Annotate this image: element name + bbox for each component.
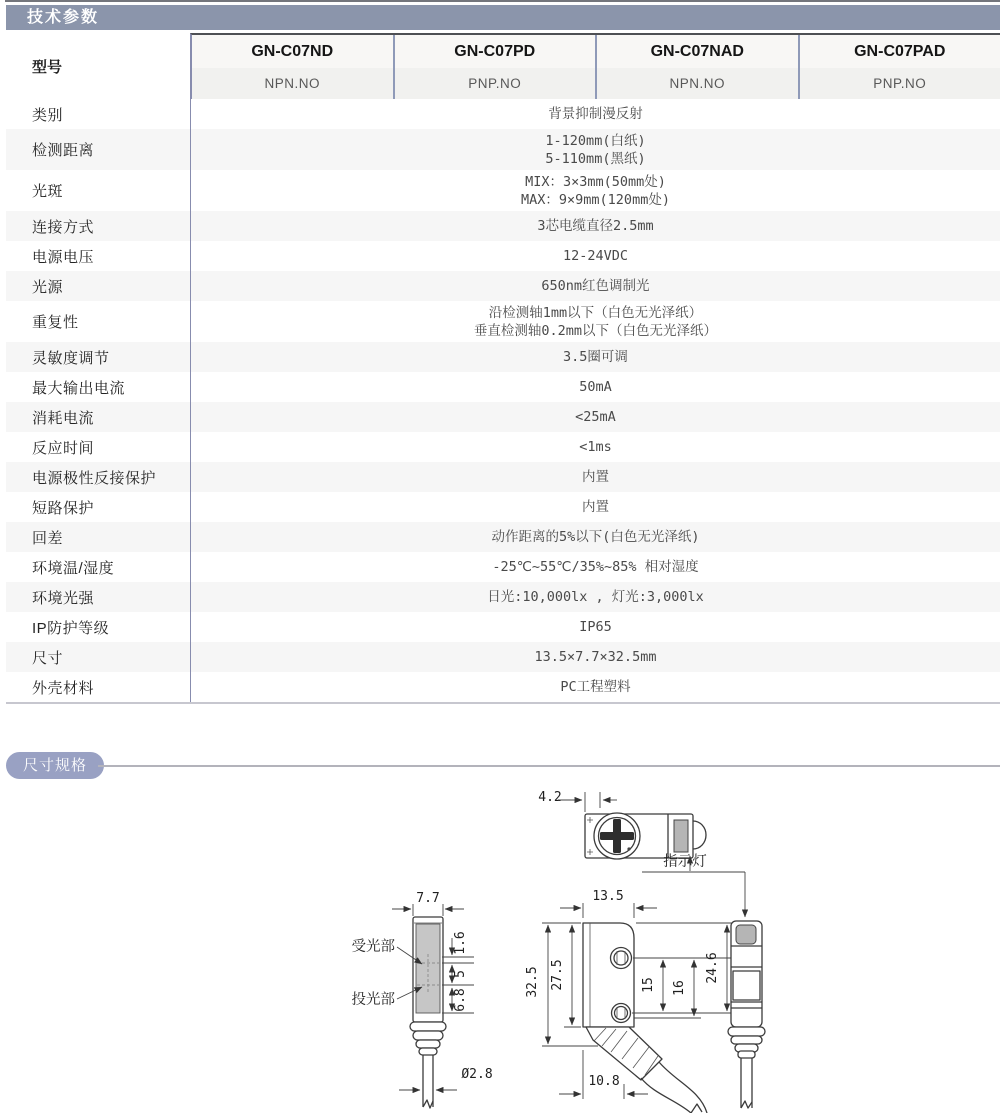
model-output-type: NPN.NO [192,68,393,99]
dimension-drawing [0,780,1000,1113]
spec-label: 环境光强 [32,589,95,607]
spec-value: <1ms [579,439,612,455]
spec-label: 检测距离 [32,142,95,159]
spec-row [6,432,1000,462]
model-column [595,35,798,99]
model-name: GN-C07PAD [800,35,1000,68]
emitter-label: 投光部 [351,992,395,1008]
spec-value: -25℃~55℃/35%~85% 相对湿度 [492,559,699,575]
spec-row [6,129,1000,170]
spec-row [6,612,1000,642]
spec-row [6,170,1000,211]
front-view [352,891,493,1108]
spec-table-body [6,99,1000,704]
spec-value: 动作距离的5%以下(白色无光泽纸) [491,529,700,545]
model-column [192,35,393,99]
spec-label: IP防护等级 [32,619,110,637]
dim-emitter-bottom: 6.8 [453,988,468,1012]
spec-row [6,402,1000,432]
spec-row [6,372,1000,402]
spec-row [6,522,1000,552]
model-output-type: NPN.NO [597,68,798,99]
spec-row [6,672,1000,702]
spec-value: PC工程塑料 [560,679,631,695]
dim-window-gap: 5 [453,970,468,978]
rear-indicator-window [736,925,756,944]
spec-row [6,342,1000,372]
spec-label: 尺寸 [32,649,64,667]
dim-side-width: 13.5 [592,889,624,904]
spec-value: 12-24VDC [562,248,629,264]
dim-cable-diameter: Ø2.8 [461,1067,493,1082]
model-output-type: PNP.NO [800,68,1000,99]
spec-label: 回差 [32,529,64,547]
rear-view [728,921,765,1108]
dim-overall-height: 32.5 [525,966,540,998]
spec-table-header [6,33,1000,99]
model-name: GN-C07PD [395,35,596,68]
spec-row [6,492,1000,522]
dimension-spec-section-header [6,752,1000,780]
spec-value: MIX：3×3mm(50mm处) [525,173,666,190]
dim-hole-span: 16 [672,980,687,996]
model-name: GN-C07NAD [597,35,798,68]
spec-value: MAX：9×9mm(120mm处) [521,191,670,208]
spec-value: 背景抑制漫反射 [548,106,643,122]
spec-label: 光源 [32,278,64,296]
model-output-type: PNP.NO [395,68,596,99]
spec-row [6,582,1000,612]
spec-value: IP65 [579,619,612,635]
spec-value: 沿检测轴1mm以下（白色无光泽纸） [488,304,703,321]
spec-label: 最大输出电流 [32,379,126,397]
spec-row [6,241,1000,271]
model-column [798,35,1000,99]
tech-params-header [6,5,1000,30]
spec-value: 13.5×7.7×32.5mm [534,649,657,665]
dim-body-height: 27.5 [550,959,565,991]
spec-value: 内置 [582,469,609,485]
spec-label: 电源极性反接保护 [32,469,157,487]
rear-cable [741,1058,752,1108]
spec-row [6,642,1000,672]
dim-receiver-top: 1.6 [453,931,468,955]
spec-label: 外壳材料 [32,679,95,697]
spec-label: 反应时间 [32,439,95,457]
spec-value: 3芯电缆直径2.5mm [537,218,654,234]
top-view [538,790,745,917]
dim-top-offset: 4.2 [538,790,562,805]
spec-value: 5-110mm(黑纸) [545,150,646,167]
spec-table [6,33,1000,704]
dim-cable-exit-offset: 10.8 [588,1074,620,1089]
spec-value: 日光:10,000lx , 灯光:3,000lx [487,589,704,605]
spec-label: 重复性 [32,314,79,331]
model-columns [190,33,1000,99]
spec-label: 连接方式 [32,218,95,236]
top-rule [5,0,1000,2]
dimension-spec-badge: 尺寸规格 [6,752,104,779]
spec-label: 短路保护 [32,499,95,517]
spec-value: <25mA [575,409,616,425]
spec-row [6,552,1000,582]
dim-hole-pitch: 15 [641,977,656,993]
spec-label: 环境温/湿度 [32,559,115,577]
spec-label: 消耗电流 [32,409,95,427]
dim-front-width: 7.7 [416,891,440,906]
spec-label: 类别 [32,106,64,124]
front-cable [423,1055,433,1107]
spec-value: 内置 [582,499,609,515]
spec-value: 50mA [579,379,612,395]
top-view-indicator [674,820,688,852]
spec-value: 650nm红色调制光 [541,278,650,294]
receiver-label: 受光部 [351,939,395,955]
indicator-light-label: 指示灯 [663,854,707,870]
spec-row [6,301,1000,342]
spec-row [6,271,1000,301]
front-face-window [416,924,440,1013]
spec-label: 光斑 [32,183,64,200]
side-view [525,889,733,1113]
model-name: GN-C07ND [192,35,393,68]
badge-rule [98,765,1000,767]
tech-params-title: 技术参数 [27,9,100,26]
spec-value: 3.5圈可调 [563,349,628,365]
model-row-label: 型号 [6,33,190,99]
spec-row [6,462,1000,492]
model-column [393,35,596,99]
spec-value: 1-120mm(白纸) [545,132,646,149]
spec-label: 灵敏度调节 [32,349,110,367]
spec-label: 电源电压 [32,248,95,266]
spec-row [6,211,1000,241]
spec-row [6,99,1000,129]
top-view-lens-bump [693,821,706,849]
dim-hole-top-offset: 24.6 [705,952,720,984]
spec-value: 垂直检测轴0.2mm以下（白色无光泽纸） [473,322,718,339]
